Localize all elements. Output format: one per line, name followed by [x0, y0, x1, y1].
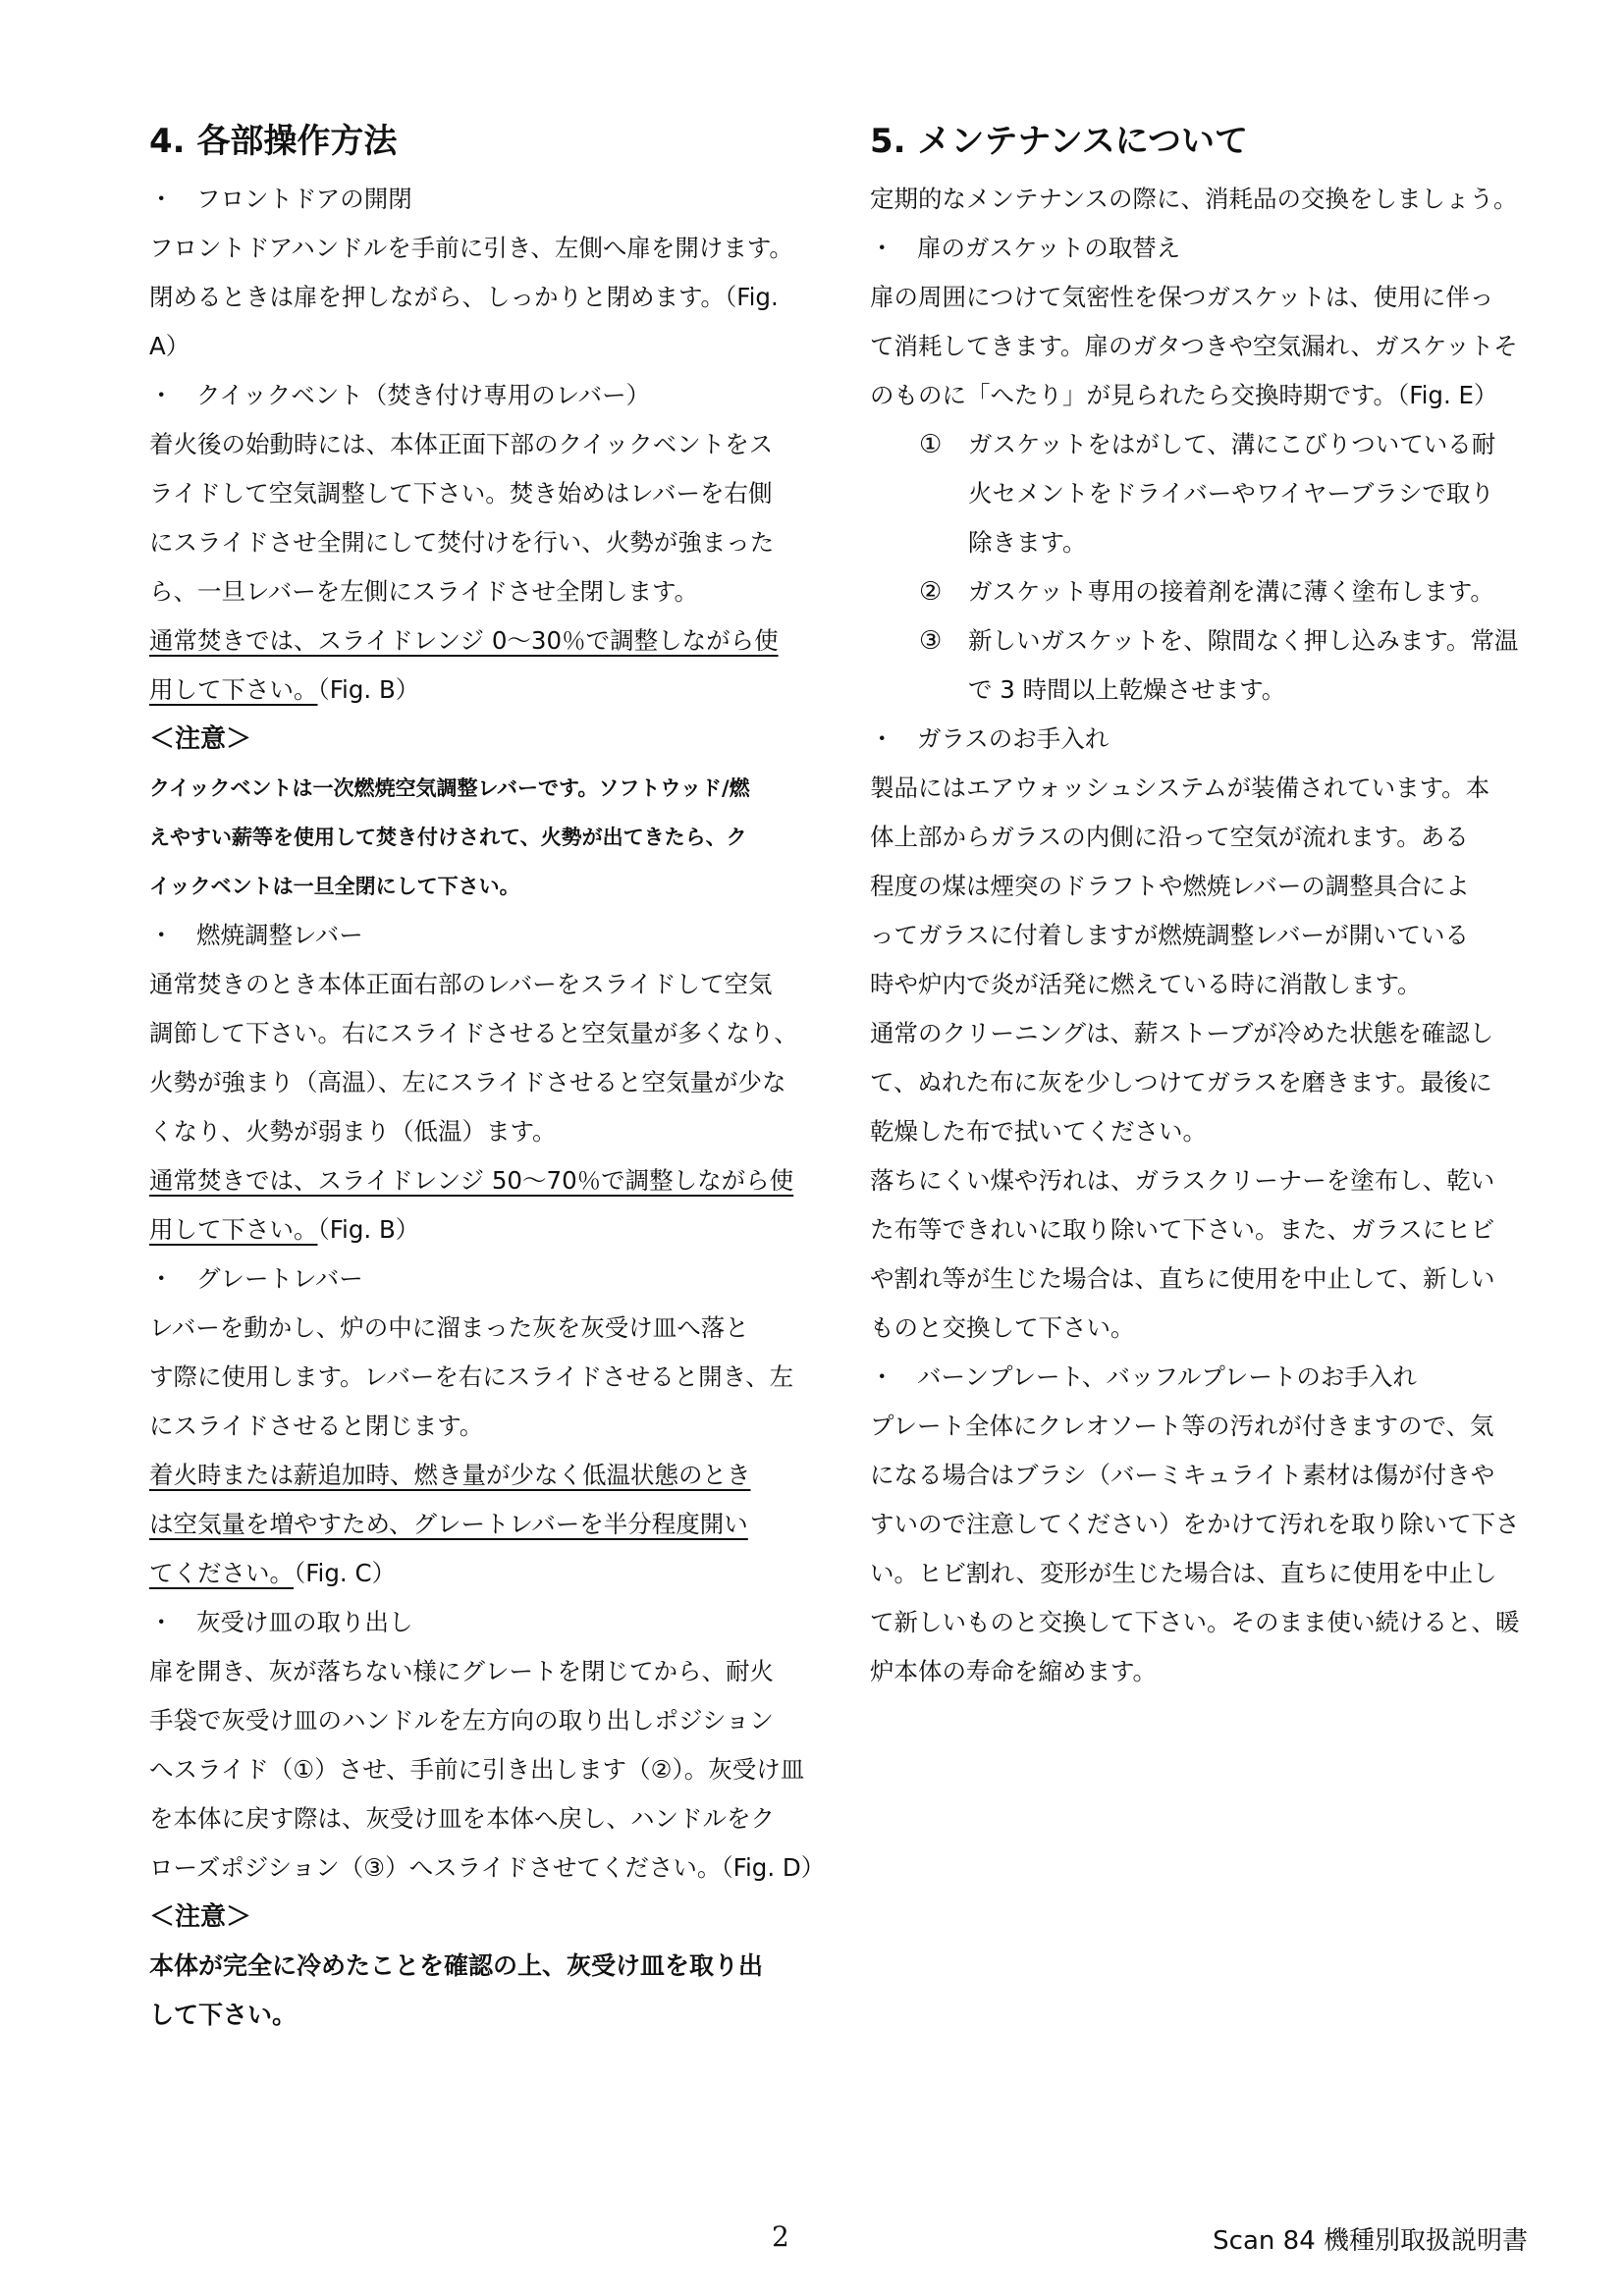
step-number: ③: [919, 626, 943, 656]
bullet-quickvent: ・ クイックベント（焚き付け専用のレバー）: [149, 371, 817, 420]
text-line: 乾燥した布で拭いてください。: [870, 1117, 1207, 1146]
step-text: 火セメントをドライバーやワイヤーブラシで取り: [968, 479, 1494, 507]
bullet-ashpan-label: 灰受け皿の取り出し: [196, 1608, 413, 1636]
caution-line: して下さい。: [149, 2001, 298, 2029]
caution-line: えやすい薪等を使用して焚き付けされて、火勢が出てきたら、ク: [149, 826, 747, 849]
text-line: のものに「へたり」が見られたら交換時期です。（Fig. E）: [870, 381, 1498, 409]
bullet-grate: ・ グレートレバー: [149, 1255, 817, 1304]
step-text: ガスケットをはがして、溝にこびりついている耐: [968, 430, 1496, 458]
text-line: 扉を開き、灰が落ちない様にグレートを閉じてから、耐火: [149, 1657, 775, 1685]
text-line: を本体に戻す際は、灰受け皿を本体へ戻し、ハンドルをク: [149, 1804, 775, 1833]
text-line: [149, 1205, 817, 1255]
text-line: て消耗してきます。扉のガタつきや空気漏れ、ガスケットそ: [870, 332, 1518, 360]
text-line: にスライドさせ全開にして焚付けを行い、火勢が強まった: [149, 528, 775, 557]
fig-ref: （Fig. B）: [317, 1215, 420, 1244]
text-line: す際に使用します。レバーを右にスライドさせると開き、左: [149, 1362, 794, 1391]
underlined-text: てください。: [149, 1559, 294, 1587]
caution-title: ＜注意＞: [149, 1902, 252, 1932]
text-line: プレート全体にクレオソート等の汚れが付きますので、気: [870, 1412, 1494, 1440]
right-column: [870, 108, 1538, 1696]
text-line: 着火後の始動時には、本体正面下部のクイックベントをス: [149, 430, 774, 458]
bullet-gasket-label: 扉のガスケットの取替え: [917, 234, 1181, 262]
text-line: や割れ等が生じた場合は、直ちに使用を中止して、新しい: [870, 1264, 1495, 1293]
text-line: て新しいものと交換して下さい。そのまま使い続けると、暖: [870, 1608, 1520, 1636]
text-line: ローズポジション（③）へスライドさせてください。（Fig. D）: [149, 1853, 826, 1882]
fig-ref: （Fig. B）: [317, 675, 420, 704]
text-line: ものと交換して下さい。: [870, 1313, 1135, 1342]
step-text: 新しいガスケットを、隙間なく押し込みます。常温: [968, 626, 1519, 655]
text-line: 製品にはエアウォッシュシステムが装備されています。本: [870, 774, 1490, 802]
left-column: [149, 108, 826, 2040]
text-line: 程度の煤は煙突のドラフトや燃焼レバーの調整具合によ: [870, 872, 1470, 900]
caution-title: ＜注意＞: [149, 724, 252, 754]
page-number: 2: [772, 2220, 789, 2253]
section-5-heading: 5. メンテナンスについて: [870, 122, 1249, 161]
text-line: 閉めるときは扉を押しながら、しっかりと閉めます。（Fig.: [149, 283, 779, 311]
text-line: い。ヒビ割れ、変形が生じた場合は、直ちに使用を中止し: [870, 1559, 1497, 1587]
intro-line: 定期的なメンテナンスの際に、消耗品の交換をしましょう。: [870, 185, 1518, 213]
text-line: 通常焚きのとき本体正面右部のレバーをスライドして空気: [149, 970, 773, 998]
text-line: ってガラスに付着しますが燃焼調整レバーが開いている: [870, 921, 1470, 949]
bullet-quickvent-label: クイックベント（焚き付け専用のレバー）: [196, 381, 651, 409]
text-line: [149, 1549, 817, 1598]
fig-ref: （Fig. C）: [294, 1559, 397, 1587]
step-3: [919, 616, 1538, 666]
bullet-door-label: フロントドアの開閉: [196, 185, 412, 213]
text-line: ら、一旦レバーを左側にスライドさせ全閉します。: [149, 577, 699, 606]
underlined-text: 用して下さい。: [149, 1215, 318, 1244]
text-line: になる場合はブラシ（バーミキュライト素材は傷が付きや: [870, 1461, 1495, 1489]
text-line: て、ぬれた布に灰を少しつけてガラスを磨きます。最後に: [870, 1068, 1492, 1096]
text-line: ライドして空気調整して下さい。焚き始めはレバーを右側: [149, 479, 773, 507]
text-line: 扉の周囲につけて気密性を保つガスケットは、使用に伴っ: [870, 283, 1494, 311]
text-line: 体上部からガラスの内側に沿って空気が流れます。ある: [870, 823, 1469, 851]
text-line: 時や炉内で炎が活発に燃えている時に消散します。: [870, 970, 1422, 998]
underlined-text: 用して下さい。: [149, 675, 318, 704]
caution-line: 本体が完全に冷めたことを確認の上、灰受け皿を取り出: [149, 1951, 764, 1980]
step-text: 除きます。: [968, 528, 1087, 557]
text-line: 調節して下さい。右にスライドさせると空気量が多くなり、: [149, 1019, 798, 1047]
step-1-cont: [919, 518, 1538, 567]
text-line: にスライドさせると閉じます。: [149, 1412, 484, 1440]
underlined-line: 通常焚きでは、スライドレンジ 0～30％で調整しながら使: [149, 626, 779, 655]
text-line: [149, 666, 817, 715]
text-line: へスライド（①）させ、手前に引き出します（②）。灰受け皿: [149, 1755, 805, 1784]
step-1: [919, 420, 1538, 469]
text-line: た布等できれいに取り除いて下さい。また、ガラスにヒビ: [870, 1215, 1495, 1244]
caution-line: クイックベントは一次燃焼空気調整レバーです。ソフトウッド/燃: [149, 776, 750, 800]
underlined-line: は空気量を増やすため、グレートレバーを半分程度開い: [149, 1510, 748, 1538]
step-number: ①: [919, 430, 943, 459]
text-line: すいので注意してください）をかけて汚れを取り除いて下さ: [870, 1510, 1520, 1538]
bullet-combustion: ・ 燃焼調整レバー: [149, 911, 817, 960]
bullet-plate-label: バーンプレート、バッフルプレートのお手入れ: [917, 1362, 1417, 1391]
text-line: レバーを動かし、炉の中に溜まった灰を灰受け皿へ落と: [149, 1313, 749, 1342]
bullet-grate-label: グレートレバー: [196, 1264, 363, 1293]
bullet-glass: ・ ガラスのお手入れ: [870, 715, 1538, 764]
text-line: 通常のクリーニングは、薪ストーブが冷めた状態を確認し: [870, 1019, 1494, 1047]
step-text: で 3 時間以上乾燥させます。: [968, 675, 1286, 704]
text-line: A）: [149, 332, 190, 360]
text-line: 炉本体の寿命を縮めます。: [870, 1657, 1158, 1685]
bullet-ashpan: ・ 灰受け皿の取り出し: [149, 1598, 817, 1647]
bullet-glass-label: ガラスのお手入れ: [917, 724, 1110, 753]
step-number: ②: [919, 577, 943, 607]
step-2: [919, 567, 1538, 616]
text-line: 火勢が強まり（高温）、左にスライドさせると空気量が少な: [149, 1068, 786, 1096]
bullet-door: ・ フロントドアの開閉: [149, 175, 817, 224]
step-text: ガスケット専用の接着剤を溝に薄く塗布します。: [968, 577, 1494, 606]
bullet-plate: ・ バーンプレート、バッフルプレートのお手入れ: [870, 1353, 1538, 1402]
text-line: くなり、火勢が弱まり（低温）ます。: [149, 1117, 557, 1146]
section-4-heading: 4. 各部操作方法: [149, 122, 398, 161]
text-line: 落ちにくい煤や汚れは、ガラスクリーナーを塗布し、乾い: [870, 1166, 1495, 1195]
step-3-cont: [919, 666, 1538, 715]
underlined-line: 着火時または薪追加時、燃き量が少なく低温状態のとき: [149, 1461, 751, 1489]
caution-line: イックベントは一旦全閉にして下さい。: [149, 875, 520, 898]
text-line: フロントドアハンドルを手前に引き、左側へ扉を開けます。: [149, 234, 793, 262]
footer-title: Scan 84 機種別取扱説明書: [1213, 2226, 1528, 2256]
step-1-cont: [919, 469, 1538, 518]
underlined-line: 通常焚きでは、スライドレンジ 50～70％で調整しながら使: [149, 1166, 794, 1195]
text-line: 手袋で灰受け皿のハンドルを左方向の取り出しポジション: [149, 1706, 774, 1735]
bullet-gasket: ・ 扉のガスケットの取替え: [870, 224, 1538, 273]
bullet-combustion-label: 燃焼調整レバー: [196, 921, 363, 949]
